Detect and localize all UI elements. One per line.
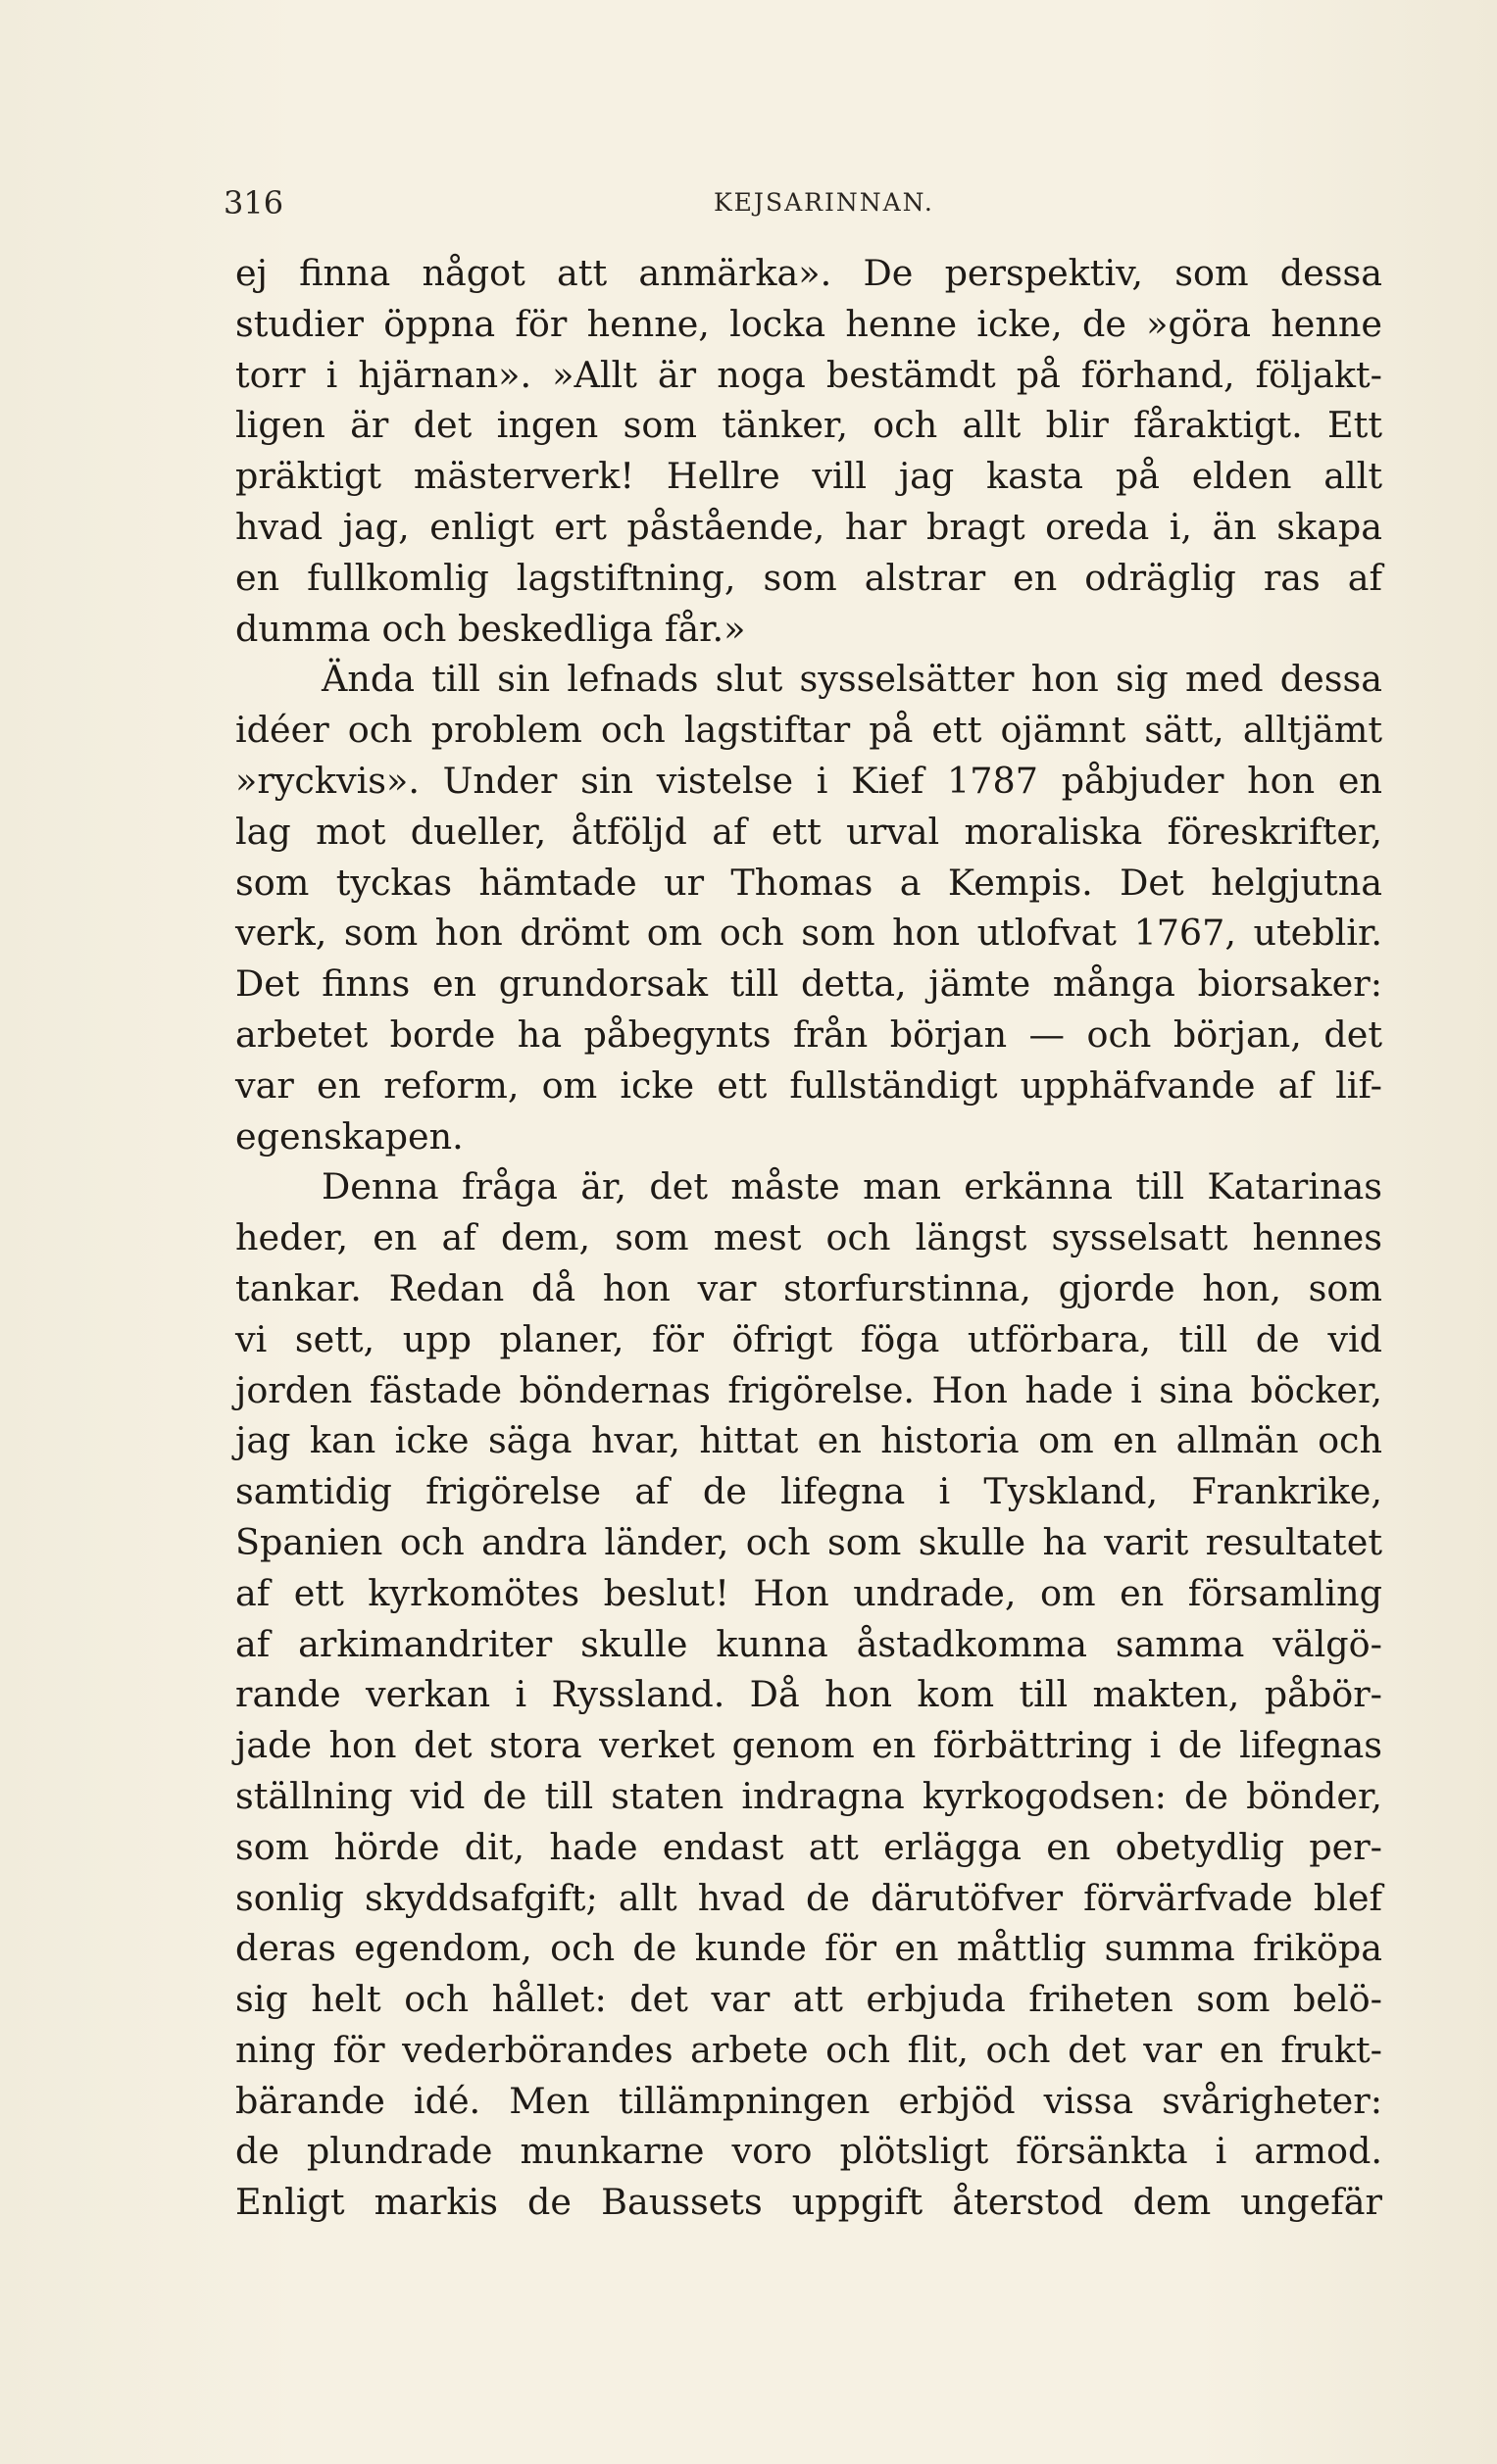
text-line: »ryckvis». Under sin vistelse i Kief 1787 påbjuder hon en [235, 759, 1382, 802]
text-line: bärande idé. Men tillämpningen erbjöd vissa svårigheter: [235, 2079, 1382, 2122]
text-line: ej finna något att anmärka». De perspektiv, som dessa [235, 252, 1382, 294]
text-line: verk, som hon drömt om och som hon utlofvat 1767, uteblir. [235, 912, 1382, 955]
text-line: studier öppna för henne, locka henne icke, de »göra henne [235, 302, 1382, 345]
text-line: arbetet borde ha påbegynts från början — och början, det [235, 1012, 1382, 1056]
text-line: af arkimandriter skulle kunna åstadkomma samma välgö- [235, 1622, 1382, 1665]
text-line: de plundrade munkarne voro plötsligt försänkta i armod. [235, 2130, 1382, 2173]
text-line: som hörde dit, hade endast att erlägga en obetydlig per- [235, 1825, 1382, 1868]
text-line: lag mot dueller, åtföljd af ett urval moraliska föreskrifter, [235, 810, 1382, 853]
text-line: samtidig frigörelse af de lifegna i Tyskland, Frankrike, [235, 1470, 1382, 1513]
text-line: Det finns en grundorsak till detta, jämte många biorsaker: [235, 962, 1382, 1006]
page-number: 316 [224, 184, 284, 222]
text-line: deras egendom, och de kunde för en måttlig summa friköpa [235, 1927, 1382, 1970]
text-line: jade hon det stora verket genom en förbättring i de lifegnas [235, 1724, 1382, 1767]
text-line: var en reform, om icke ett fullständigt upphäfvande af lif- [235, 1063, 1382, 1107]
text-line: sig helt och hållet: det var att erbjuda friheten som belö- [235, 1978, 1382, 2021]
text-line: vi sett, upp planer, för öfrigt föga utförbara, till de vid [235, 1317, 1382, 1360]
text-line: Enligt markis de Baussets uppgift återstod dem ungefär [235, 2181, 1382, 2224]
text-line: heder, en af dem, som mest och längst sysselsatt hennes [235, 1216, 1382, 1259]
running-title: KEJSARINNAN. [714, 188, 934, 217]
text-line: präktigt mästerverk! Hellre vill jag kasta på elden allt [235, 455, 1382, 498]
page-header [224, 184, 1361, 223]
text-line: dumma och beskedliga får.» [235, 607, 746, 650]
text-line: torr i hjärnan». »Allt är noga bestämdt på förhand, följakt- [235, 353, 1382, 396]
text-line: hvad jag, enligt ert påstående, har bragt oreda i, än skapa [235, 505, 1382, 548]
body-text [235, 248, 1382, 2228]
text-line: af ett kyrkomötes beslut! Hon undrade, om en församling [235, 1571, 1382, 1614]
text-line: rande verkan i Ryssland. Då hon kom till makten, påbör- [235, 1673, 1382, 1716]
text-line: ställning vid de till staten indragna kyrkogodsen: de bönder, [235, 1774, 1382, 1817]
text-line: egenskapen. [235, 1114, 464, 1158]
text-line: som tyckas hämtade ur Thomas a Kempis. Det helgjutna [235, 861, 1382, 904]
text-line: ligen är det ingen som tänker, och allt blir fåraktigt. Ett [235, 404, 1382, 447]
text-line: ning för vederbörandes arbete och flit, och det var en frukt- [235, 2028, 1382, 2071]
text-line: sonlig skyddsafgift; allt hvad de därutöfver förvärfvade blef [235, 1876, 1382, 1919]
text-line: tankar. Redan då hon var storfurstinna, gjorde hon, som [235, 1266, 1382, 1309]
text-line: jorden fästade böndernas frigörelse. Hon hade i sina böcker, [235, 1368, 1382, 1411]
text-line: idéer och problem och lagstiftar på ett ojämnt sätt, alltjämt [235, 709, 1382, 752]
paragraph-start-line: Ända till sin lefnads slut sysselsätter hon sig med dessa [322, 658, 1382, 701]
paragraph-start-line: Denna fråga är, det måste man erkänna till Katarinas [322, 1165, 1382, 1208]
text-line: en fullkomlig lagstiftning, som alstrar en odräglig ras af [235, 556, 1382, 599]
text-line: Spanien och andra länder, och som skulle ha varit resultatet [235, 1520, 1382, 1563]
text-line: jag kan icke säga hvar, hittat en historia om en allmän och [235, 1419, 1382, 1462]
